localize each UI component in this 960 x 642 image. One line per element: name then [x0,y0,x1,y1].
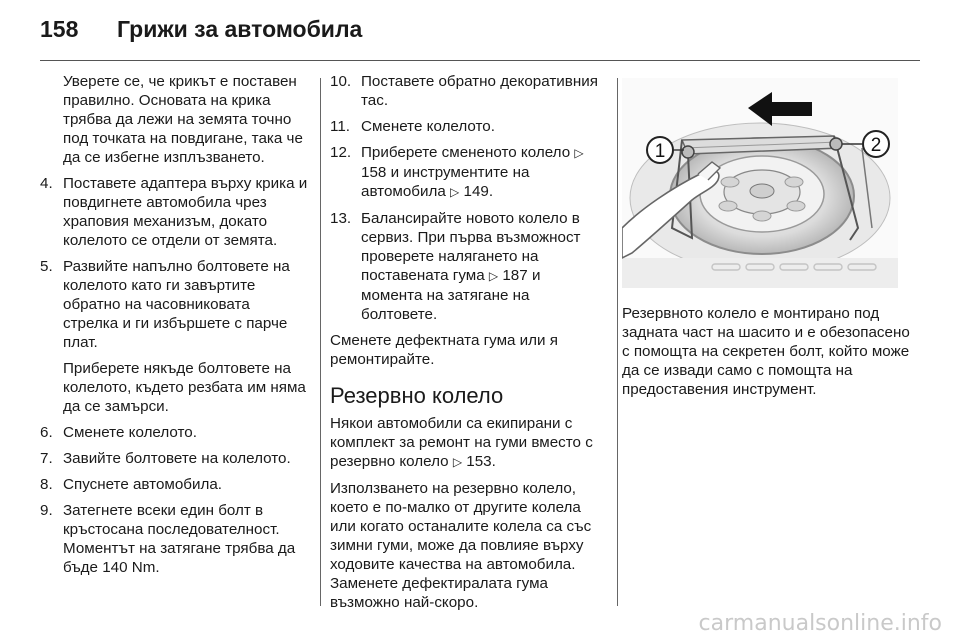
section-heading: Резервно колело [330,383,504,408]
page-ref-arrow-icon: ▷ [450,185,460,199]
page-ref-link[interactable]: 158 [361,164,387,181]
page-ref-link[interactable]: 153 [466,453,492,470]
paragraph-text: . [491,453,496,470]
step-number: 13. [330,210,352,227]
page-number: 158 [40,16,79,42]
step-text: . [488,183,494,200]
column-divider-2 [617,78,618,606]
step-text: и момента на затягане на болтовете. [361,267,541,323]
step-note: Приберете някъде болтовете на колелото, където резбата им няма да се замърси. [63,360,306,415]
step-9 [40,501,308,577]
step-text: Приберете смененото колело [361,144,571,161]
step-text: Сменете колелото. [361,118,495,135]
step-12 [330,143,605,202]
step-text: и инструментите на автомобила [361,164,530,200]
watermark: carmanualsonline.info [698,611,942,636]
step-number: 7. [40,450,53,467]
page-ref-arrow-icon: ▷ [574,146,584,160]
step-continuation: Уверете се, че крикът е поставен правилно. Основата на крика трябва да лежи на земята точно под точката на повдигане, така че да се избегне изплъзването. [63,73,303,166]
column-divider-1 [320,78,321,606]
step-7 [40,449,308,468]
step-number: 6. [40,424,53,441]
step-8 [40,475,308,494]
step-4 [40,174,308,250]
step-text: Развийте напълно болтовете на колелото като ги завъртите обратно на часовниковата стрелка и ги избършете с парче плат. [63,258,290,351]
step-text: Поставете обратно декоративния тас. [361,73,598,109]
step-10 [330,72,605,110]
step-6 [40,423,308,442]
spare-wheel-illustration [622,78,898,288]
step-number: 9. [40,502,53,519]
step-5 [40,257,308,416]
step-text: Затегнете всеки един болт в кръстосана последователност. Моментът на затягане трябва да бъде 140 Nm. [63,502,296,576]
figure-caption: Резервното колело е монтирано под задната част на шасито и е обезопасено с помощта на секретен болт, който може да се извади само с помощта на предоставения инструмент. [622,305,910,398]
column-1 [40,72,308,584]
paragraph: Използването на резервно колело, което е по-малко от другите колела или когато останалите колела са със зимни гуми, може да повлияе върху ходовите качества на автомобила. Заменете дефектиралата гума възможно най-скоро. [330,480,592,611]
paragraph: Сменете дефектната гума или я ремонтирайте. [330,332,558,368]
column-2 [330,72,605,619]
paragraph [330,414,605,472]
page-ref-arrow-icon: ▷ [488,269,499,283]
step-number: 11. [330,118,350,135]
step-text: Спуснете автомобила. [63,476,223,493]
step-text: Поставете адаптера върху крика и повдигнете автомобила чрез храповия механизъм, докато колелото се отдели от земята. [63,175,308,249]
step-text: Сменете колелото. [63,424,197,441]
column-3 [622,72,912,406]
step-number: 12. [330,144,352,161]
step-13 [330,209,605,324]
page-title: Грижи за автомобила [117,16,363,42]
page-ref-link[interactable]: 187 [502,267,528,284]
header-rule [40,60,920,61]
step-number: 4. [40,175,53,192]
step-11 [330,117,605,136]
page-ref-arrow-icon: ▷ [452,455,463,469]
page-ref-link[interactable]: 149 [463,183,489,200]
paragraph-text: Някои автомобили са екипирани с комплект за ремонт на гуми вместо с резервно колело [330,415,593,470]
callout-label-1: 1 [654,141,666,162]
step-text: Балансирайте новото колело в сервиз. При първа възможност проверете налягането на поставената гума [361,210,581,284]
step-number: 10. [330,73,352,90]
step-text: Завийте болтовете на колелото. [63,450,291,467]
step-number: 5. [40,258,53,275]
callout-label-2: 2 [870,135,882,156]
step-number: 8. [40,476,53,493]
